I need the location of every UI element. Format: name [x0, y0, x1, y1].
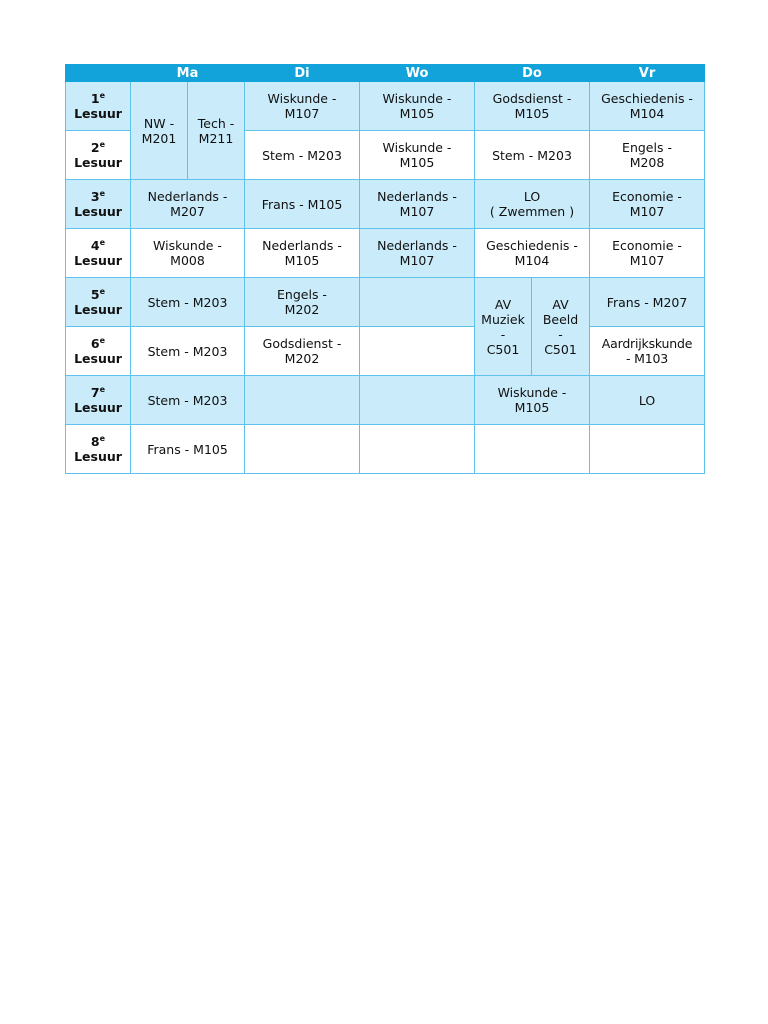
- lesson-cell: Tech - M211: [188, 82, 245, 180]
- header-corner: [66, 65, 131, 82]
- lesson-cell: Frans - M207: [590, 278, 705, 327]
- lesson-cell: LO: [590, 376, 705, 425]
- lesson-cell: Geschiedenis - M104: [475, 229, 590, 278]
- hour-label: 8e Lesuur: [66, 425, 131, 474]
- lesson-cell: Nederlands - M207: [131, 180, 245, 229]
- lesson-cell: Wiskunde - M105: [360, 82, 475, 131]
- lesson-cell: [245, 376, 360, 425]
- day-header-wo: Wo: [360, 65, 475, 82]
- lesson-cell: Wiskunde - M105: [360, 131, 475, 180]
- header-row: [66, 65, 705, 82]
- lesson-row-6: [66, 327, 705, 376]
- lesson-row-3: [66, 180, 705, 229]
- lesson-cell: [360, 425, 475, 474]
- lesson-cell: Nederlands - M105: [245, 229, 360, 278]
- lesson-cell: Godsdienst - M105: [475, 82, 590, 131]
- hour-label: 7e Lesuur: [66, 376, 131, 425]
- day-header-di: Di: [245, 65, 360, 82]
- lesson-cell: NW - M201: [131, 82, 188, 180]
- lesson-cell: Nederlands - M107: [360, 180, 475, 229]
- lesson-cell: AV Muziek - C501: [475, 278, 532, 376]
- hour-label: 6e Lesuur: [66, 327, 131, 376]
- lesson-cell: [360, 376, 475, 425]
- hour-label: 4e Lesuur: [66, 229, 131, 278]
- lesson-cell: [360, 278, 475, 327]
- lesson-cell: Economie - M107: [590, 229, 705, 278]
- hour-label: 5e Lesuur: [66, 278, 131, 327]
- lesson-cell: Wiskunde - M008: [131, 229, 245, 278]
- lesson-cell: Engels - M202: [245, 278, 360, 327]
- lesson-cell: Economie - M107: [590, 180, 705, 229]
- hour-label: 3e Lesuur: [66, 180, 131, 229]
- lesson-cell: [475, 425, 590, 474]
- lesson-cell: Stem - M203: [131, 278, 245, 327]
- hour-label: 2e Lesuur: [66, 131, 131, 180]
- lesson-cell: Stem - M203: [245, 131, 360, 180]
- lesson-cell: AV Beeld - C501: [532, 278, 590, 376]
- lesson-cell: Stem - M203: [475, 131, 590, 180]
- lesson-cell: Wiskunde - M107: [245, 82, 360, 131]
- lesson-cell: [360, 327, 475, 376]
- lesson-row-1: [66, 82, 705, 131]
- day-header-do: Do: [475, 65, 590, 82]
- lesson-cell: Aardrijkskunde - M103: [590, 327, 705, 376]
- lesson-cell: LO ( Zwemmen ): [475, 180, 590, 229]
- day-header-ma: Ma: [131, 65, 245, 82]
- lesson-cell: Engels - M208: [590, 131, 705, 180]
- lesson-row-4: [66, 229, 705, 278]
- lesson-cell: Wiskunde - M105: [475, 376, 590, 425]
- lesson-cell: Frans - M105: [245, 180, 360, 229]
- lesson-cell: [245, 425, 360, 474]
- lesson-row-5: [66, 278, 705, 327]
- lesson-cell: [590, 425, 705, 474]
- lesson-cell: Frans - M105: [131, 425, 245, 474]
- lesson-cell: Geschiedenis - M104: [590, 82, 705, 131]
- lesson-cell: Godsdienst - M202: [245, 327, 360, 376]
- lesson-row-7: [66, 376, 705, 425]
- lesson-cell: Nederlands - M107: [360, 229, 475, 278]
- hour-label: 1e Lesuur: [66, 82, 131, 131]
- day-header-vr: Vr: [590, 65, 705, 82]
- lesson-cell: Stem - M203: [131, 327, 245, 376]
- lesson-row-8: [66, 425, 705, 474]
- timetable: [65, 64, 705, 474]
- lesson-cell: Stem - M203: [131, 376, 245, 425]
